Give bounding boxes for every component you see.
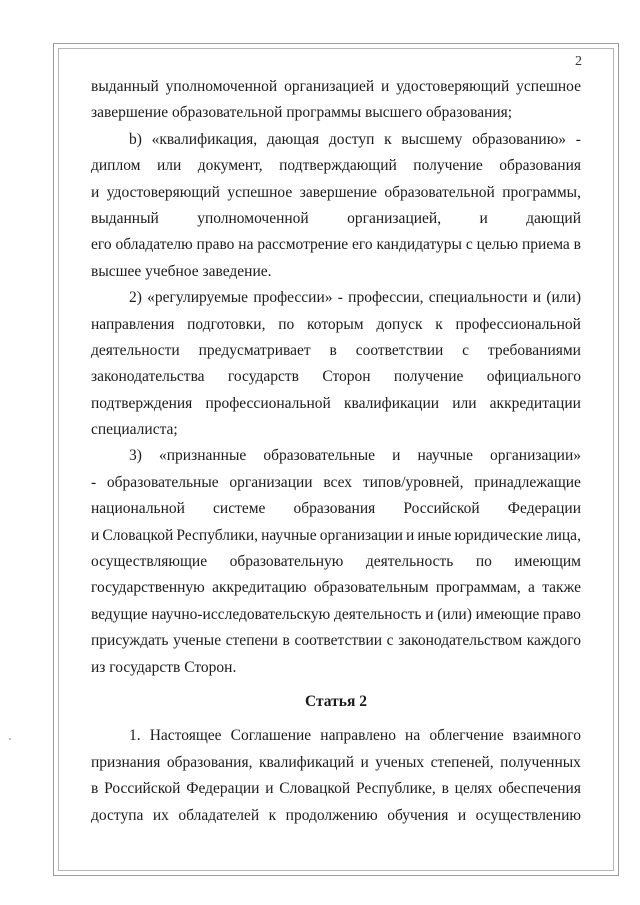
text-line: [91, 602, 581, 628]
word: признания: [91, 753, 161, 771]
word: подтверждения: [91, 394, 193, 412]
word: Российской: [104, 780, 181, 798]
word: и: [392, 447, 401, 465]
word: с: [465, 236, 473, 254]
word: соответствии: [355, 341, 444, 359]
word: ученых: [375, 753, 425, 771]
word: документ,: [197, 157, 263, 175]
word: обеспечения: [498, 780, 581, 798]
word: образовательную: [229, 553, 344, 571]
word: обучения: [387, 806, 449, 824]
word: юридические: [454, 526, 543, 544]
word: деятельность: [333, 605, 422, 623]
text-line: [91, 750, 581, 776]
word: предусматривает: [198, 341, 311, 359]
word: уполномоченной: [165, 78, 278, 95]
word: научно-исследовательскую: [151, 605, 331, 623]
word: и: [381, 78, 390, 95]
word: в: [91, 780, 99, 798]
text-line: [91, 470, 581, 496]
word: право: [543, 605, 581, 623]
word: и: [405, 526, 415, 544]
word: диплом: [91, 157, 141, 175]
text-line: [91, 180, 581, 206]
article-heading: Статья 2: [305, 692, 367, 710]
word: специальности: [428, 289, 528, 307]
word: право: [196, 236, 235, 254]
word: требованиями: [487, 341, 581, 359]
text-line: [91, 391, 581, 417]
word: обладателей: [178, 806, 260, 824]
word: программам,: [435, 579, 521, 597]
word: и: [479, 209, 488, 227]
word: получение: [413, 157, 483, 175]
word: к: [435, 315, 443, 333]
word: с: [462, 341, 470, 359]
word: профессиональной: [455, 315, 581, 333]
text-line: [91, 364, 581, 390]
text-line: [91, 74, 581, 100]
text-line: из государств Сторон.: [91, 658, 237, 676]
word: кандидатуры: [376, 236, 462, 254]
word: рассмотрение: [257, 236, 349, 254]
word: в: [441, 780, 449, 798]
word: и: [532, 289, 542, 307]
word: и: [265, 780, 274, 798]
word: -: [91, 473, 97, 491]
word: лица,: [545, 526, 581, 544]
word: Федерации: [507, 500, 581, 518]
word: образовательной: [384, 183, 495, 201]
word: Сторон: [322, 368, 371, 386]
word: профессии,: [348, 289, 424, 307]
word: деятельность: [365, 553, 454, 571]
word: ведущие: [91, 605, 148, 623]
word: направлено: [320, 727, 396, 745]
word: организацией,: [347, 209, 442, 227]
word: осуществлению: [475, 806, 581, 824]
word: целью: [476, 236, 519, 254]
word: аккредитации: [489, 394, 581, 412]
word: ученые: [173, 632, 222, 650]
word: успешное: [227, 183, 293, 201]
word: доступа: [91, 806, 144, 824]
word: 2): [129, 289, 142, 307]
word: и: [360, 753, 369, 771]
word: b): [129, 130, 142, 148]
word: организацией: [284, 78, 375, 95]
word: организации: [319, 526, 403, 544]
word: «признанные: [158, 447, 247, 465]
word: (или): [546, 289, 581, 307]
text-line: [91, 153, 581, 179]
word: профессии»: [253, 289, 333, 307]
word: имеющие: [475, 605, 540, 623]
word: законодательством: [398, 632, 523, 650]
text-line: [91, 723, 581, 749]
word: профессиональной: [205, 394, 331, 412]
word: национальной: [91, 500, 185, 518]
word: Федерации: [186, 780, 260, 798]
word: направления: [91, 315, 175, 333]
text-line: [91, 628, 581, 654]
word: допуск: [376, 315, 423, 333]
word: квалификации: [343, 394, 440, 412]
word: образовательные: [106, 473, 219, 491]
text-line: [91, 776, 581, 802]
word: образовательным: [313, 579, 429, 597]
word: продолжению: [285, 806, 378, 824]
word: на: [405, 727, 421, 745]
word: Словацкой: [279, 780, 351, 798]
word: и: [425, 605, 434, 623]
word: облегчение: [429, 727, 504, 745]
word: законодательства: [91, 368, 205, 386]
text-line: [91, 549, 581, 575]
word: типов/уровней,: [362, 473, 464, 491]
word: образования: [499, 157, 581, 175]
word: соответствии: [294, 632, 383, 650]
text-line: [91, 232, 581, 258]
word: программы,: [502, 183, 581, 201]
word: государств: [227, 368, 299, 386]
word: иные: [417, 526, 452, 544]
text-line: специалиста;: [91, 421, 178, 439]
word: на: [238, 236, 254, 254]
text-line: [91, 206, 581, 232]
word: 3): [129, 447, 142, 465]
word: также: [542, 579, 581, 597]
word: а: [528, 579, 535, 597]
word: каждого: [526, 632, 581, 650]
word: квалификаций: [258, 753, 355, 771]
word: к: [384, 130, 392, 148]
text-line: [91, 496, 581, 522]
word: успешное: [516, 78, 581, 95]
word: которым: [307, 315, 364, 333]
word: осуществляющие: [91, 553, 208, 571]
word: государственную: [91, 579, 205, 597]
text-line: [91, 312, 581, 338]
word: научные: [261, 526, 317, 544]
word: организации»: [490, 447, 581, 465]
text-line: [91, 338, 581, 364]
text-line: завершение образовательной программы высшего образования;: [91, 104, 513, 122]
word: «квалификация,: [151, 130, 258, 148]
word: Соглашение: [230, 727, 312, 745]
word: или: [156, 157, 182, 175]
word: в: [282, 632, 290, 650]
word: по: [475, 553, 492, 571]
word: выданный: [91, 209, 159, 227]
word: взаимного: [512, 727, 581, 745]
word: и: [91, 526, 100, 544]
word: -: [575, 130, 581, 148]
word: их: [152, 806, 169, 824]
word: образования,: [166, 753, 253, 771]
word: его: [91, 236, 112, 254]
word: (или): [437, 605, 472, 623]
word: -: [337, 289, 343, 307]
text-line: [91, 803, 581, 829]
word: имеющим: [514, 553, 581, 571]
word: системе: [213, 500, 266, 518]
word: уполномоченной: [197, 209, 309, 227]
text-line: [91, 523, 581, 549]
word: приема: [522, 236, 570, 254]
word: в: [329, 341, 337, 359]
word: Российской: [403, 500, 480, 518]
word: организации: [229, 473, 313, 491]
word: образованию»: [472, 130, 567, 148]
word: научные: [417, 447, 473, 465]
word: полученных: [500, 753, 581, 771]
word: степени: [225, 632, 278, 650]
text-line: [91, 443, 581, 469]
word: Республике,: [355, 780, 436, 798]
word: его: [352, 236, 373, 254]
word: образования: [293, 500, 376, 518]
word: целях: [454, 780, 493, 798]
word: выданный: [91, 78, 159, 95]
word: Республики,: [176, 526, 258, 544]
scan-mark: [9, 738, 11, 740]
text-line: [91, 127, 581, 153]
word: высшему: [401, 130, 463, 148]
word: и: [457, 806, 467, 824]
text-line: [91, 575, 581, 601]
word: образовательные: [263, 447, 376, 465]
word: Словацкой: [102, 526, 174, 544]
word: получение: [393, 368, 464, 386]
word: подтверждающий: [279, 157, 397, 175]
word: к: [268, 806, 277, 824]
word: аккредитацию: [212, 579, 307, 597]
page-number: 2: [575, 54, 582, 69]
word: 1.: [129, 727, 141, 745]
word: Настоящее: [149, 727, 222, 745]
word: дающая: [266, 130, 320, 148]
word: обладателю: [115, 236, 193, 254]
word: в: [573, 236, 581, 254]
word: официального: [486, 368, 581, 386]
word: удостоверяющий: [396, 78, 510, 95]
word: подготовки,: [187, 315, 266, 333]
word: деятельности: [91, 341, 180, 359]
word: принадлежащие: [474, 473, 581, 491]
word: присуждать: [91, 632, 169, 650]
word: по: [278, 315, 295, 333]
word: «регулируемые: [147, 289, 249, 307]
text-line: высшее учебное заведение.: [91, 262, 272, 280]
word: завершение: [299, 183, 377, 201]
document-body: [91, 74, 581, 829]
word: дающий: [526, 209, 581, 227]
word: всех: [323, 473, 353, 491]
word: удостоверяющий: [106, 183, 220, 201]
word: или: [452, 394, 477, 412]
word: степеней,: [430, 753, 494, 771]
word: и: [91, 183, 100, 201]
word: доступ: [328, 130, 375, 148]
word: с: [386, 632, 394, 650]
text-line: [91, 285, 581, 311]
